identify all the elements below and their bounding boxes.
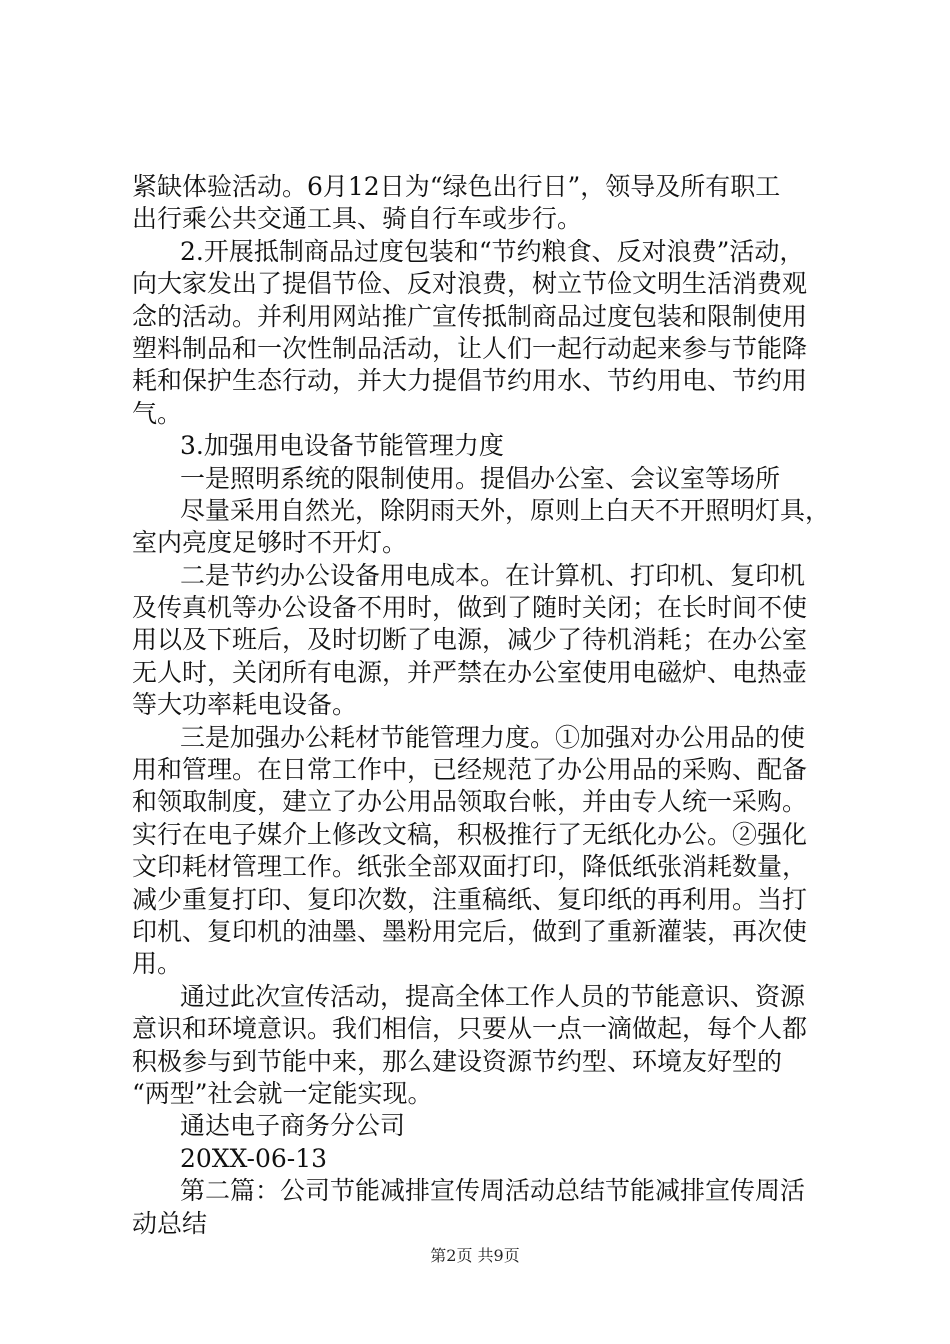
text-line: 动总结 xyxy=(132,1208,208,1238)
text-line: 紧缺体验活动。6月12日为“绿色出行日”，领导及所有职工 xyxy=(132,172,781,201)
text-line: 二是节约办公设备用电成本。在计算机、打印机、复印机 xyxy=(180,560,806,590)
text-line: 气。 xyxy=(132,398,183,428)
text-line: 通达电子商务分公司 xyxy=(180,1111,406,1141)
text-line: 无人时，关闭所有电源，并严禁在办公室使用电磁炉、电热壶 xyxy=(132,657,808,687)
text-line: 第二篇：公司节能减排宣传周活动总结节能减排宣传周活 xyxy=(180,1176,806,1206)
text-line: 用以及下班后，及时切断了电源，减少了待机消耗；在办公室 xyxy=(132,625,808,655)
text-line: 出行乘公共交通工具、骑自行车或步行。 xyxy=(132,204,583,234)
text-line: 室内亮度足够时不开灯。 xyxy=(132,528,408,558)
text-line: 用和管理。在日常工作中，已经规范了办公用品的采购、配备 xyxy=(132,755,808,785)
text-line: 念的活动。并利用网站推广宣传抵制商品过度包装和限制使用 xyxy=(132,301,808,331)
text-line: 用。 xyxy=(132,949,183,979)
text-line: “两型”社会就一定能实现。 xyxy=(132,1078,433,1108)
page-footer: 第2页 共9页 xyxy=(430,1246,520,1265)
text-line: 和领取制度，建立了办公用品领取台帐，并由专人统一采购。 xyxy=(132,787,808,817)
text-line: 耗和保护生态行动，并大力提倡节约用水、节约用电、节约用 xyxy=(132,366,808,396)
text-line: 塑料制品和一次性制品活动，让人们一起行动起来参与节能降 xyxy=(132,333,808,363)
text-line: 文印耗材管理工作。纸张全部双面打印，降低纸张消耗数量， xyxy=(132,852,808,882)
document-body xyxy=(132,171,832,1240)
text-line: 尽量采用自然光，除阴雨天外，原则上白天不开照明灯具， xyxy=(180,495,831,525)
text-line: 实行在电子媒介上修改文稿，积极推行了无纸化办公。②强化 xyxy=(132,819,808,849)
text-line: 通过此次宣传活动，提高全体工作人员的节能意识、资源 xyxy=(180,981,806,1011)
text-line: 及传真机等办公设备不用时，做到了随时关闭；在长时间不使 xyxy=(132,593,808,623)
text-line: 减少重复打印、复印次数，注重稿纸、复印纸的再利用。当打 xyxy=(132,884,808,914)
text-line: 三是加强办公耗材节能管理力度。①加强对办公用品的使 xyxy=(180,722,806,752)
text-line: 一是照明系统的限制使用。提倡办公室、会议室等场所 xyxy=(180,463,781,493)
text-line: 等大功率耗电设备。 xyxy=(132,690,358,720)
text-line: 20XX-06-13 xyxy=(180,1143,328,1173)
text-line: 2.开展抵制商品过度包装和“节约粮食、反对浪费”活动， xyxy=(180,236,805,266)
text-line: 3.加强用电设备节能管理力度 xyxy=(180,431,504,461)
text-line: 意识和环境意识。我们相信，只要从一点一滴做起，每个人都 xyxy=(132,1014,808,1044)
text-line: 印机、复印机的油墨、墨粉用完后，做到了重新灌装，再次使 xyxy=(132,916,808,946)
text-line: 积极参与到节能中来，那么建设资源节约型、环境友好型的 xyxy=(132,1046,783,1076)
text-line: 向大家发出了提倡节俭、反对浪费，树立节俭文明生活消费观 xyxy=(132,269,808,299)
